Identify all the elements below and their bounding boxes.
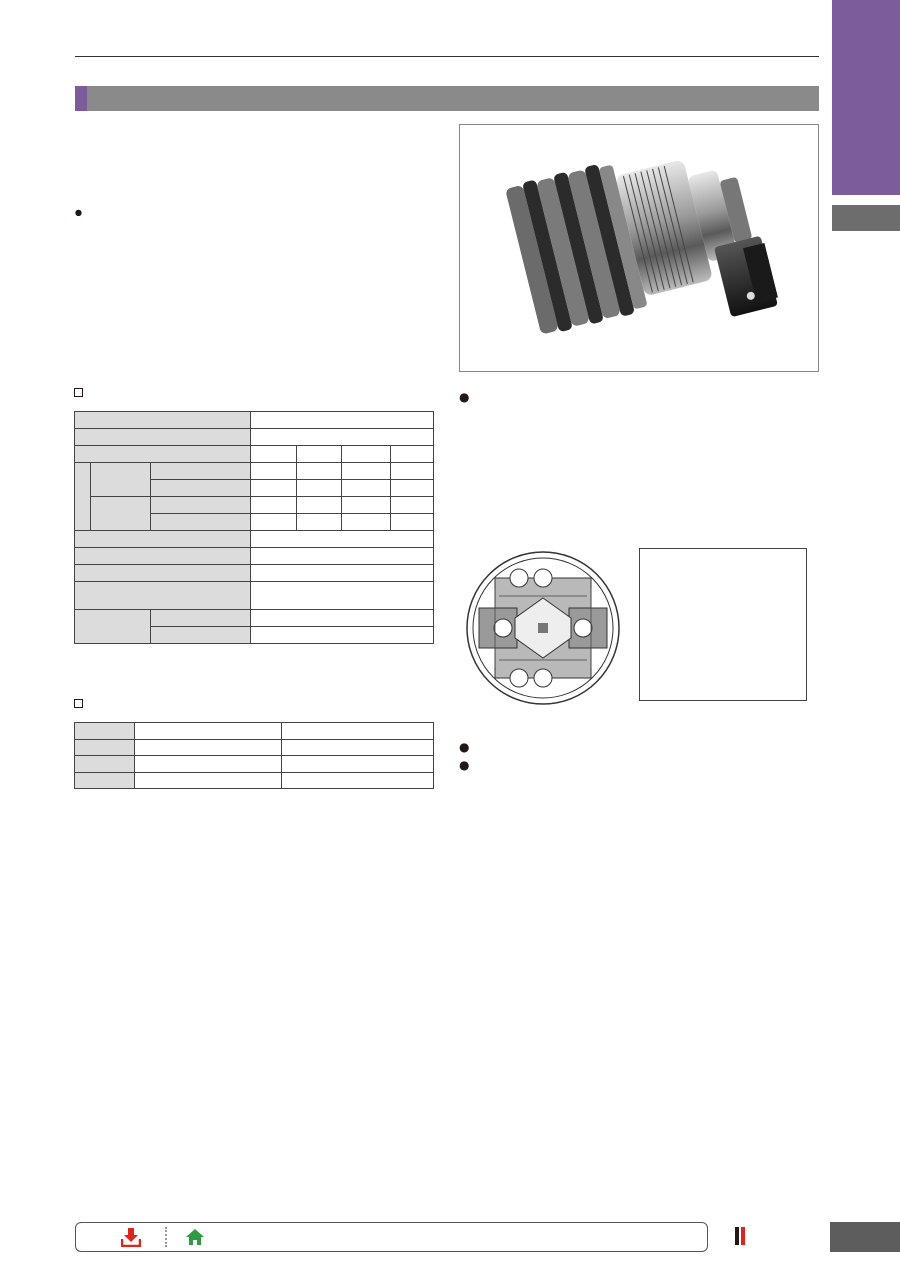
table-cell xyxy=(150,497,251,514)
table-row xyxy=(75,531,434,548)
spec-table xyxy=(74,411,434,644)
table-row xyxy=(75,548,434,565)
footer-divider xyxy=(165,1227,167,1247)
table-cell xyxy=(251,548,434,565)
table-row xyxy=(75,723,434,740)
square-bullet-icon xyxy=(74,388,83,397)
section-banner-accent xyxy=(75,86,87,111)
table-cell xyxy=(134,739,282,756)
table-row xyxy=(75,772,434,789)
table-cell xyxy=(251,446,296,463)
header-rule xyxy=(75,56,819,57)
table-cell xyxy=(341,514,390,531)
table-row xyxy=(75,446,434,463)
table-cell xyxy=(75,429,251,446)
table-row xyxy=(75,582,434,610)
table-cell xyxy=(251,610,434,627)
table-cell xyxy=(251,480,296,497)
table-cell xyxy=(282,756,434,773)
table-cell xyxy=(75,610,151,644)
table-cell xyxy=(341,497,390,514)
table-row xyxy=(75,429,434,446)
table-cell xyxy=(341,463,390,480)
table-header-cell xyxy=(134,723,282,740)
table-cell xyxy=(251,582,434,610)
table-cell xyxy=(296,497,341,514)
table-cell xyxy=(390,446,433,463)
table-cell xyxy=(251,627,434,644)
table-row xyxy=(75,756,434,773)
table-cell xyxy=(75,565,251,582)
sidebar-category[interactable] xyxy=(832,205,900,231)
brand-logo xyxy=(735,1227,750,1245)
notch-angle-table xyxy=(639,548,807,701)
product-photo xyxy=(459,124,819,372)
table-header-cell xyxy=(282,723,434,740)
table-cell xyxy=(75,756,135,773)
table-header-cell xyxy=(75,723,135,740)
table-cell xyxy=(390,497,433,514)
page-number xyxy=(830,1222,900,1252)
table-cell xyxy=(296,446,341,463)
table-cell xyxy=(75,582,251,610)
table-cell xyxy=(341,446,390,463)
idec-logo-icon xyxy=(735,1227,747,1245)
table-row xyxy=(75,610,434,627)
sidebar-tab-label[interactable] xyxy=(840,22,896,192)
cam-diagram-icon xyxy=(459,548,631,708)
main-spec-heading xyxy=(74,699,89,708)
table-cell xyxy=(251,514,296,531)
table-cell xyxy=(251,429,434,446)
table-cell xyxy=(251,412,434,429)
table-row xyxy=(75,565,434,582)
table-cell xyxy=(75,412,251,429)
table-cell xyxy=(150,514,251,531)
main-spec-table xyxy=(74,722,434,789)
download-icon xyxy=(121,1227,141,1247)
table-cell xyxy=(251,565,434,582)
table-cell xyxy=(282,739,434,756)
table-cell xyxy=(75,772,135,789)
table-cell xyxy=(150,480,251,497)
cam-switch-illustration xyxy=(460,125,818,371)
table-cell xyxy=(150,627,251,644)
footer-bar xyxy=(75,1222,708,1252)
table-cell xyxy=(296,514,341,531)
table-cell xyxy=(251,531,434,548)
table-cell xyxy=(341,480,390,497)
table-row xyxy=(75,497,434,514)
table-cell xyxy=(91,497,150,531)
operation-section xyxy=(459,388,821,406)
table-cell xyxy=(251,463,296,480)
download-link[interactable] xyxy=(121,1227,147,1247)
contact-section xyxy=(459,738,821,774)
table-cell xyxy=(296,463,341,480)
table-cell xyxy=(134,756,282,773)
table-cell xyxy=(282,772,434,789)
table-cell xyxy=(134,772,282,789)
table-cell xyxy=(150,463,251,480)
spec-heading xyxy=(74,388,89,397)
table-row xyxy=(75,463,434,480)
table-cell xyxy=(390,480,433,497)
table-cell xyxy=(296,480,341,497)
table-cell xyxy=(75,463,91,531)
table-cell xyxy=(75,531,251,548)
operation-heading: ● xyxy=(459,390,470,404)
caution-heading: ● xyxy=(459,758,470,772)
table-cell xyxy=(150,610,251,627)
table-cell xyxy=(91,463,150,497)
table-cell xyxy=(75,446,251,463)
table-row xyxy=(75,412,434,429)
price-link[interactable] xyxy=(185,1227,211,1247)
table-cell xyxy=(75,548,251,565)
table-cell xyxy=(75,739,135,756)
home-icon xyxy=(185,1227,205,1247)
cam-mechanism-diagram xyxy=(459,548,631,712)
table-cell xyxy=(390,463,433,480)
square-bullet-icon xyxy=(74,699,83,708)
table-row xyxy=(75,739,434,756)
table-cell xyxy=(251,497,296,514)
contact-heading: ● xyxy=(459,740,470,754)
section-banner xyxy=(75,86,819,111)
table-cell xyxy=(390,514,433,531)
